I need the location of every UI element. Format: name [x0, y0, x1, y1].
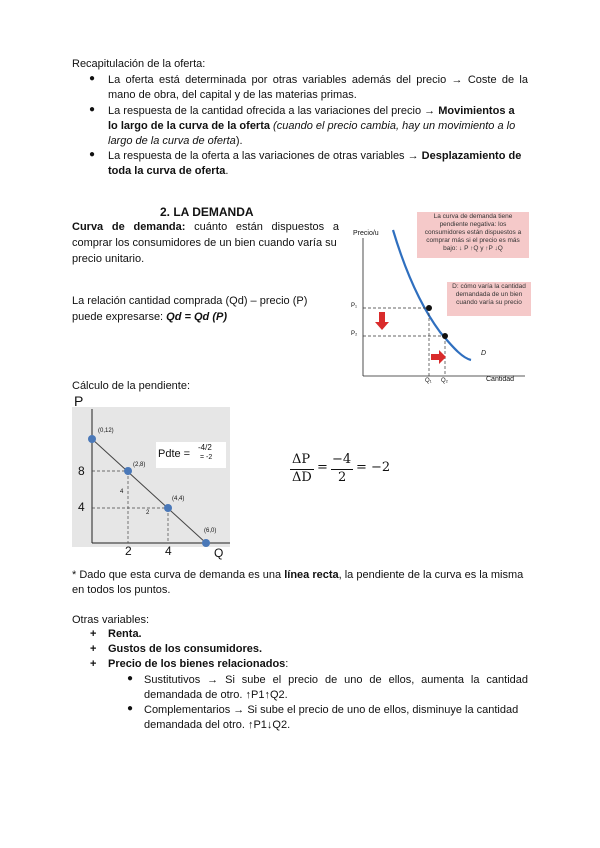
pdte-box: [156, 442, 226, 468]
x-axis-label: Cantidad: [486, 376, 515, 383]
slope-p-axis-label: P: [74, 393, 84, 409]
point-2: [442, 333, 448, 339]
bullet-dot: ●: [89, 149, 96, 160]
note-pre: * Dado que esta curva de demanda es una: [72, 569, 285, 581]
right-arrow-icon: [431, 350, 446, 364]
plus-icon: +: [90, 643, 97, 655]
substitutes-item: [144, 673, 528, 703]
plus-icon: +: [90, 658, 97, 670]
demand-curve-figure: [345, 210, 530, 390]
note-post: , la pendiente de la curva es la misma: [338, 569, 524, 581]
bullet-dot: ●: [127, 703, 134, 714]
recap-b2-pre: La respuesta de la cantidad ofrecida a las variaciones del precio →: [108, 105, 439, 117]
recap-b2-bold1: Movimientos a: [438, 105, 515, 117]
demand-rel-text2: puede expresarse:: [72, 311, 167, 323]
demand-relation: [72, 293, 339, 325]
formula-denominator: ΔD: [292, 470, 312, 485]
label-6-0: (6,0): [204, 528, 217, 534]
formula-result: = −2: [356, 460, 391, 475]
recap-b1-line1: La oferta está determinada por otras variables además del precio → Coste de la: [108, 74, 528, 86]
bullet-dot: ●: [89, 73, 96, 84]
segment-4-label: 4: [120, 489, 124, 495]
other-variable-2: Gustos de los consumidores.: [108, 643, 263, 655]
slope-title: Cálculo de la pendiente:: [72, 380, 191, 392]
tick-y8: 8: [78, 464, 85, 478]
q2-label: Q₂: [441, 378, 448, 384]
note-box-slope: La curva de demanda tiene pendiente negativa: los consumidores están dispuestos a comprar más si el precio es más bajo: ↓ P ↑Q y ↑P ↓Q: [417, 212, 529, 258]
recap-b2-bold2: lo largo de la curva de la oferta: [108, 120, 270, 132]
down-arrow-icon: [375, 312, 389, 330]
note-box-definition: D: cómo varía la cantidad demandada de un bien cuando varía su precio: [447, 282, 531, 316]
tick-y4: 4: [78, 500, 85, 514]
label-0-12: (0,12): [98, 428, 114, 434]
point-2-8: [124, 467, 132, 475]
note-line2: en todos los puntos.: [72, 584, 171, 596]
demand-rel-text1: La relación cantidad comprada (Qd) – precio (P): [72, 295, 308, 307]
formula-right-numerator: −4: [332, 452, 352, 467]
demand-rel-formula: Qd = Qd (P): [166, 311, 227, 323]
other-v3-end: :: [285, 658, 289, 670]
recap-b2-italic2: largo de la curva de oferta: [108, 135, 236, 147]
recap-b3-bold2: toda la curva de oferta: [108, 165, 226, 177]
tick-x4: 4: [165, 544, 172, 558]
complements-line1: Complementarios → Si sube el precio de uno de ellos, disminuye la cantidad: [144, 704, 519, 716]
recap-bullet-2: [108, 104, 528, 149]
recap-b1-line2: mano de obra, del capital y de las materias primas.: [108, 89, 357, 101]
formula-right-denominator: 2: [338, 470, 347, 485]
complements-item: [144, 703, 528, 733]
slope-formula: [290, 450, 400, 490]
substitutes-line2: demandada de otro. ↑P1↑Q2.: [144, 689, 288, 701]
recap-bullet-1: [108, 73, 528, 103]
demand-definition: [72, 219, 339, 267]
point-0-12: [88, 435, 96, 443]
formula-equals: =: [317, 460, 328, 475]
demand-def-text3: precio unitario.: [72, 253, 145, 265]
section-heading: 2. LA DEMANDA: [160, 205, 254, 219]
point-1: [426, 305, 432, 311]
point-6-0: [202, 539, 210, 547]
slope-q-axis-label: Q: [214, 546, 224, 560]
demand-def-bold: Curva de demanda:: [72, 221, 186, 233]
other-variable-1: Renta.: [108, 628, 142, 640]
p1-label: P₁: [351, 303, 358, 309]
point-4-4: [164, 504, 172, 512]
slope-figure: [72, 395, 232, 562]
recap-b3-bold1: Desplazamiento de: [421, 150, 522, 162]
p2-label: P₂: [351, 331, 358, 337]
demand-def-text2: comprar los consumidores de un bien cuando varía su: [72, 237, 337, 249]
recap-b3-end: .: [225, 165, 229, 177]
recap-b2-italic1: (cuando el precio cambia, hay un movimiento a lo: [270, 120, 516, 132]
demand-def-text1: cuánto están dispuestos a: [185, 221, 339, 233]
formula-numerator: ΔP: [292, 452, 311, 467]
substitutes-line1: Sustitutivos → Si sube el precio de uno de ellos, aumenta la cantidad: [144, 674, 528, 686]
label-4-4: (4,4): [172, 496, 185, 502]
straight-line-note: [72, 568, 528, 598]
bullet-dot: ●: [89, 104, 96, 115]
plus-icon: +: [90, 628, 97, 640]
recap-bullet-3: [108, 149, 528, 179]
recap-b2-end: ).: [235, 135, 243, 147]
pdte-value-2: = -2: [200, 454, 213, 461]
recap-title: Recapitulación de la oferta:: [72, 58, 206, 70]
other-variable-3: [108, 658, 288, 670]
d-label: D: [481, 350, 487, 357]
complements-line2: demandada del otro. ↑P1↓Q2.: [144, 719, 291, 731]
pdte-value-1: -4/2: [198, 443, 212, 452]
pdte-label: Pdte =: [158, 448, 191, 460]
other-v3-bold: Precio de los bienes relacionados: [108, 658, 286, 670]
recap-b3-pre: La respuesta de la oferta a las variaciones de otras variables →: [108, 150, 422, 162]
segment-2-label: 2: [146, 510, 150, 516]
note-bold: línea recta: [284, 569, 339, 581]
tick-x2: 2: [125, 544, 132, 558]
bullet-dot: ●: [127, 673, 134, 684]
label-2-8: (2,8): [133, 462, 146, 468]
q1-label: Q₁: [425, 378, 432, 384]
slope-svg: [72, 395, 232, 562]
y-axis-label: Precio/u: [353, 230, 379, 237]
other-title: Otras variables:: [72, 614, 150, 626]
